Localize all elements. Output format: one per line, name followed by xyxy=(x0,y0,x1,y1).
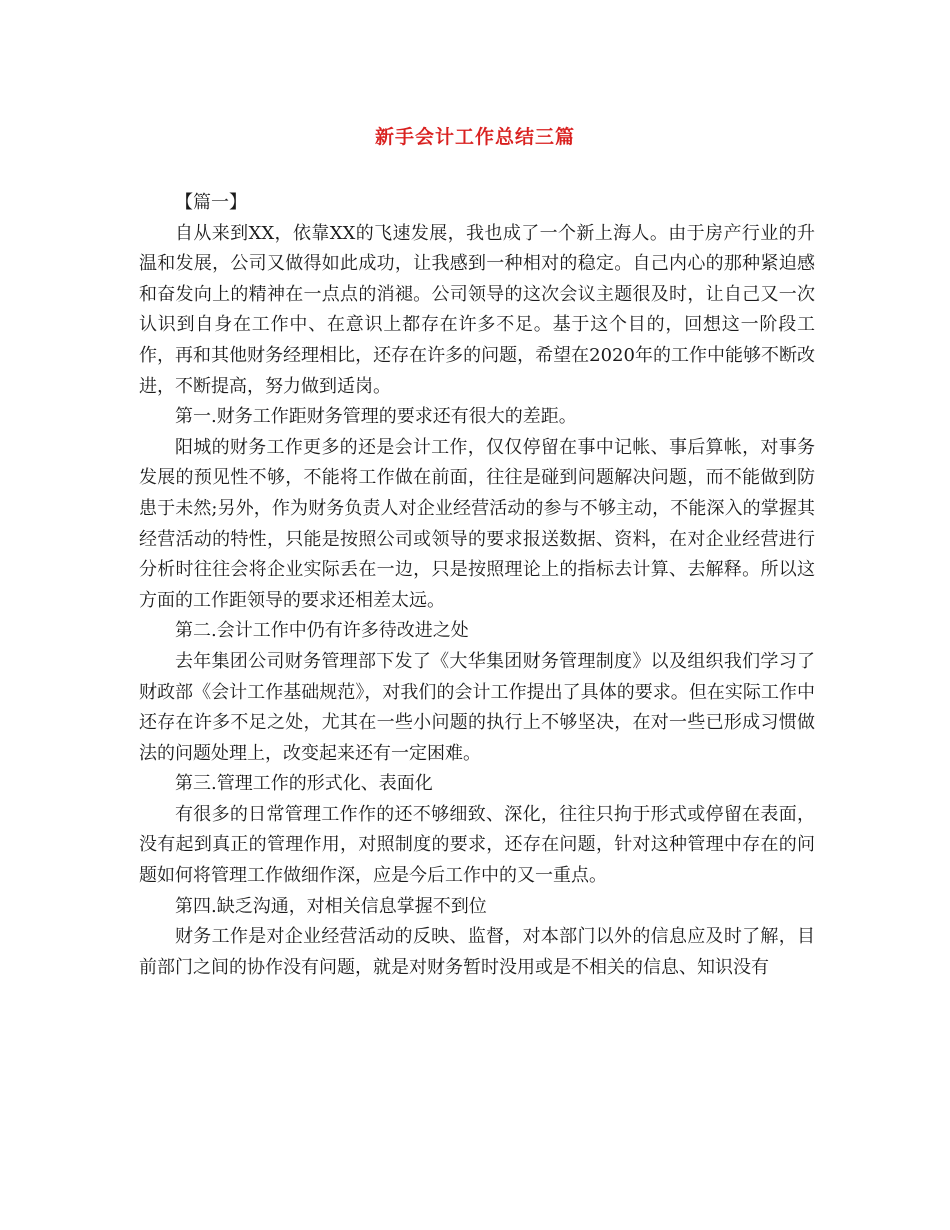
document-body xyxy=(139,188,815,983)
heading-point-2: 第二.会计工作中仍有许多待改进之处 xyxy=(175,620,469,642)
paragraph-point-2: 去年集团公司财务管理部下发了《大华集团财务管理制度》以及组织我们学习了财政部《会计工作基础规范》，对我们的会计工作提出了具体的要求。但在实际工作中还存在许多不足之处，尤其在一些小问题的执行上不够坚决，在对一些已形成习惯做法的问题处理上，改变起来还有一定困难。 xyxy=(139,650,815,764)
paragraph-intro: 自从来到XX，依靠XX的飞速发展，我也成了一个新上海人。由于房产行业的升温和发展，公司又做得如此成功，让我感到一种相对的稳定。自己内心的那种紧迫感和奋发向上的精神在一点点的消褪。公司领导的这次会议主题很及时，让自己又一次认识到自身在工作中、在意识上都存在许多不足。基于这个目的，回想这一阶段工作，再和其他财务经理相比，还存在许多的问题，希望在2020年的工作中能够不断改进，不断提高，努力做到适岗。 xyxy=(139,222,815,397)
paragraph-point-3: 有很多的日常管理工作作的还不够细致、深化，往往只拘于形式或停留在表面，没有起到真正的管理作用，对照制度的要求，还存在问题，针对这种管理中存在的问题如何将管理工作做细作深，应是今后工作中的又一重点。 xyxy=(139,803,815,887)
document-title: 新手会计工作总结三篇 xyxy=(374,126,575,148)
paragraph-point-4: 财务工作是对企业经营活动的反映、监督，对本部门以外的信息应及时了解，目前部门之间的协作没有问题，就是对财务暂时没用或是不相关的信息、知识没有 xyxy=(139,926,815,978)
paragraph-point-1: 阳城的财务工作更多的还是会计工作，仅仅停留在事中记帐、事后算帐，对事务发展的预见性不够，不能将工作做在前面，往往是碰到问题解决问题，而不能做到防患于未然;另外，作为财务负责人对企业经营活动的参与不够主动，不能深入的掌握其经营活动的特性，只能是按照公司或领导的要求报送数据、资料，在对企业经营进行分析时往往会将企业实际丢在一边，只是按照理论上的指标去计算、去解释。所以这方面的工作距领导的要求还相差太远。 xyxy=(139,436,815,611)
section-label: 【篇一】 xyxy=(175,192,247,213)
heading-point-3: 第三.管理工作的形式化、表面化 xyxy=(175,773,433,795)
heading-point-1: 第一.财务工作距财务管理的要求还有很大的差距。 xyxy=(175,406,577,428)
heading-point-4: 第四.缺乏沟通，对相关信息掌握不到位 xyxy=(175,895,487,917)
